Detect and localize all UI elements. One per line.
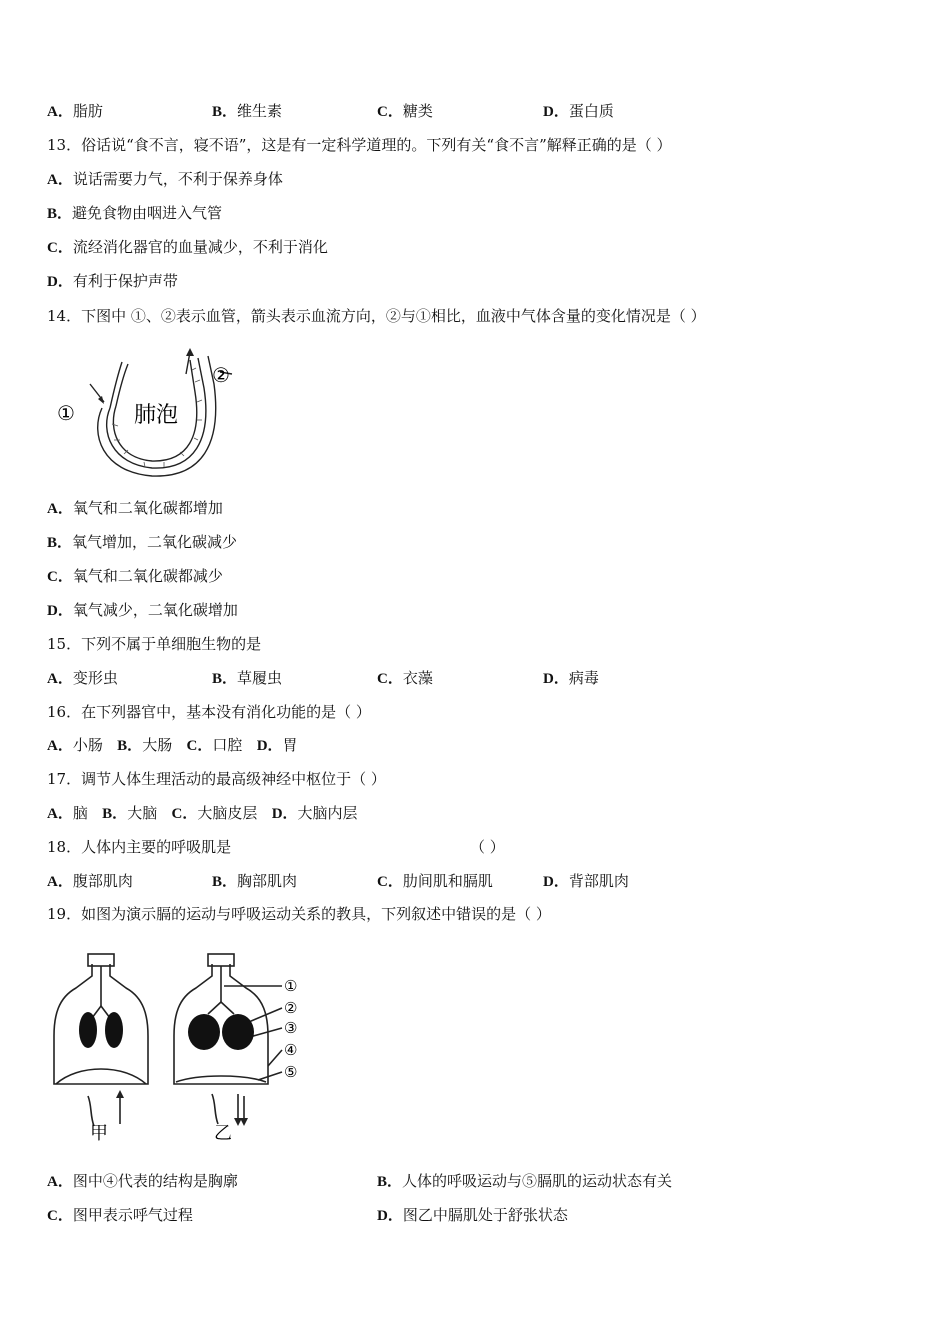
diaphragm-model-figure: [48, 946, 308, 1146]
q19-option-c: C．图甲表示呼气过程: [47, 1206, 193, 1224]
vessel-1-label: ①: [57, 401, 75, 425]
vessel-1-left: [110, 362, 122, 408]
q16-options: A．小肠 B．大肠 C．口腔 D．胃: [47, 736, 298, 754]
q15-option-a: A．变形虫: [47, 669, 118, 687]
q18-option-c: C．肋间肌和膈肌: [377, 872, 493, 890]
q12-option-d: D．蛋白质: [543, 102, 614, 120]
q19-option-b: B．人体的呼吸运动与⑤膈肌的运动状态有关: [377, 1172, 673, 1190]
q13-option-c: C．流经消化器官的血量减少，不利于消化: [47, 238, 328, 256]
q17-options: A．脑 B．大脑 C．大脑皮层 D．大脑内层: [47, 804, 358, 822]
q19-stem: 19．如图为演示膈的运动与呼吸运动关系的教具，下列叙述中错误的是（ ）: [47, 905, 551, 923]
marker-5: ⑤: [284, 1063, 298, 1081]
q15-stem: 15．下列不属于单细胞生物的是: [47, 635, 262, 653]
arrow-2-head: [186, 348, 194, 356]
q18-option-b: B．胸部肌肉: [212, 872, 298, 890]
marker-2: ②: [284, 999, 298, 1017]
marker-1: ①: [284, 977, 298, 995]
q14-option-a: A．氧气和二氧化碳都增加: [47, 499, 223, 517]
q18-stem: 18．人体内主要的呼吸肌是: [47, 838, 232, 856]
marker-3: ③: [284, 1019, 298, 1037]
q18-paren: （ ）: [470, 838, 505, 856]
q15-option-b: B．草履虫: [212, 669, 283, 687]
q15-option-d: D．病毒: [543, 669, 599, 687]
alveolus-label: 肺泡: [134, 403, 179, 428]
label-yi: 乙: [214, 1123, 232, 1144]
q17-stem: 17．调节人体生理活动的最高级神经中枢位于（ ）: [47, 770, 386, 788]
q12-option-b: B．维生素: [212, 102, 283, 120]
lung-yi-left: [188, 1014, 220, 1050]
vessel-2-label: ②: [212, 363, 230, 387]
alveolus-figure: [52, 344, 252, 484]
vessel-1-right: [116, 364, 128, 406]
q15-option-c: C．衣藻: [377, 669, 433, 687]
q14-stem: 14．下图中 ①、②表示血管，箭头表示血流方向，②与①相比，血液中气体含量的变化情况是（ ）: [47, 307, 706, 325]
q18-option-a: A．腹部肌肉: [47, 872, 133, 890]
q13-stem: 13．俗话说“食不言，寝不语”，这是有一定科学道理的。下列有关“食不言”解释正确的是（ ）: [47, 136, 672, 154]
q12-option-a: A．脂肪: [47, 102, 103, 120]
q16-stem: 16．在下列器官中，基本没有消化功能的是（ ）: [47, 703, 371, 721]
q14-option-b: B．氧气增加，二氧化碳减少: [47, 533, 238, 551]
q12-option-c: C．糖类: [377, 102, 433, 120]
q18-option-d: D．背部肌肉: [543, 872, 629, 890]
q19-option-d: D．图乙中膈肌处于舒张状态: [377, 1206, 568, 1224]
diaphragm-yi: [176, 1076, 266, 1082]
lung-yi-right: [222, 1014, 254, 1050]
q14-option-c: C．氧气和二氧化碳都减少: [47, 567, 223, 585]
q13-option-d: D．有利于保护声带: [47, 272, 178, 290]
q13-option-a: A．说话需要力气，不利于保养身体: [47, 170, 283, 188]
marker-4: ④: [284, 1041, 298, 1059]
label-jia: 甲: [90, 1123, 108, 1144]
lung-jia-right: [105, 1012, 123, 1048]
diaphragm-jia: [56, 1069, 146, 1084]
lung-jia-left: [79, 1012, 97, 1048]
q14-option-d: D．氧气减少，二氧化碳增加: [47, 601, 238, 619]
q13-option-b: B．避免食物由咽进入气管: [47, 204, 223, 222]
q19-option-a: A．图中④代表的结构是胸廓: [47, 1172, 238, 1190]
